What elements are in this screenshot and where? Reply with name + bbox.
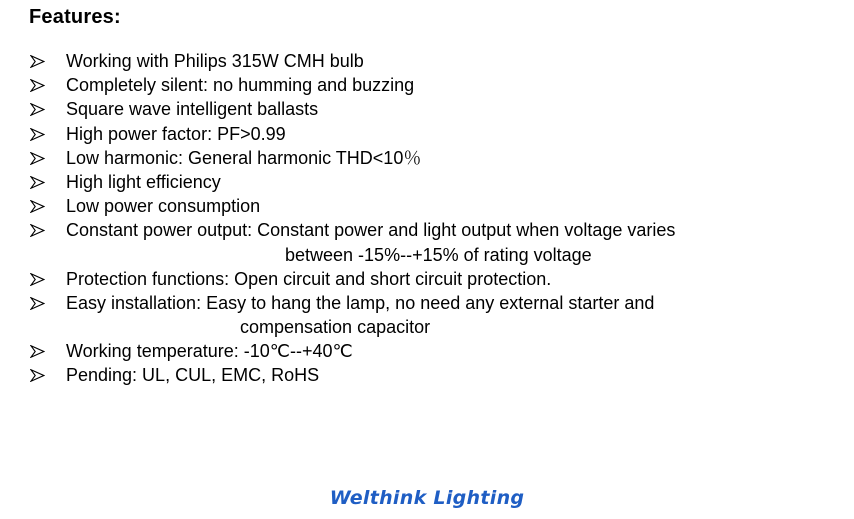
feature-list [0, 49, 854, 388]
feature-item [0, 49, 854, 73]
feature-item [0, 73, 854, 97]
arrowhead-bullet-icon [30, 200, 45, 213]
feature-item [0, 170, 854, 194]
feature-text-continuation: between -15%--+15% of rating voltage [285, 244, 592, 265]
arrowhead-bullet-icon [30, 297, 45, 310]
features-heading: Features: [29, 6, 121, 28]
feature-item [0, 291, 854, 339]
feature-item [0, 194, 854, 218]
arrowhead-bullet-icon [30, 128, 45, 141]
arrowhead-bullet-icon [30, 224, 45, 237]
feature-item [0, 146, 854, 170]
feature-text: Low power consumption [66, 196, 261, 217]
arrowhead-bullet-icon [30, 55, 45, 68]
feature-item [0, 363, 854, 387]
feature-text: Easy installation: Easy to hang the lamp, no need any external starter and [66, 292, 655, 313]
feature-item [0, 339, 854, 363]
feature-text: Protection functions: Open circuit and short circuit protection. [66, 268, 552, 289]
feature-text: Working temperature: -10℃--+40℃ [66, 341, 353, 362]
feature-text: Constant power output: Constant power and light output when voltage varies [66, 220, 676, 241]
feature-text: High power factor: PF>0.99 [66, 123, 286, 144]
feature-text: High light efficiency [66, 171, 221, 192]
feature-text: Working with Philips 315W CMH bulb [66, 51, 364, 71]
feature-text-continuation: compensation capacitor [240, 317, 431, 338]
arrowhead-bullet-icon [30, 176, 45, 189]
feature-text: Low harmonic: General harmonic THD<10％ [66, 147, 422, 168]
feature-item [0, 267, 854, 291]
feature-item [0, 218, 854, 266]
arrowhead-bullet-icon [30, 369, 45, 382]
arrowhead-bullet-icon [30, 152, 45, 165]
brand-logo-text: Welthink Lighting [329, 487, 525, 509]
arrowhead-bullet-icon [30, 79, 45, 92]
feature-text: Pending: UL, CUL, EMC, RoHS [66, 365, 320, 386]
arrowhead-bullet-icon [30, 273, 45, 286]
feature-item [0, 97, 854, 121]
feature-text: Completely silent: no humming and buzzing [66, 75, 415, 96]
arrowhead-bullet-icon [30, 345, 45, 358]
arrowhead-bullet-icon [30, 103, 45, 116]
feature-item [0, 122, 854, 146]
feature-text: Square wave intelligent ballasts [66, 99, 319, 120]
